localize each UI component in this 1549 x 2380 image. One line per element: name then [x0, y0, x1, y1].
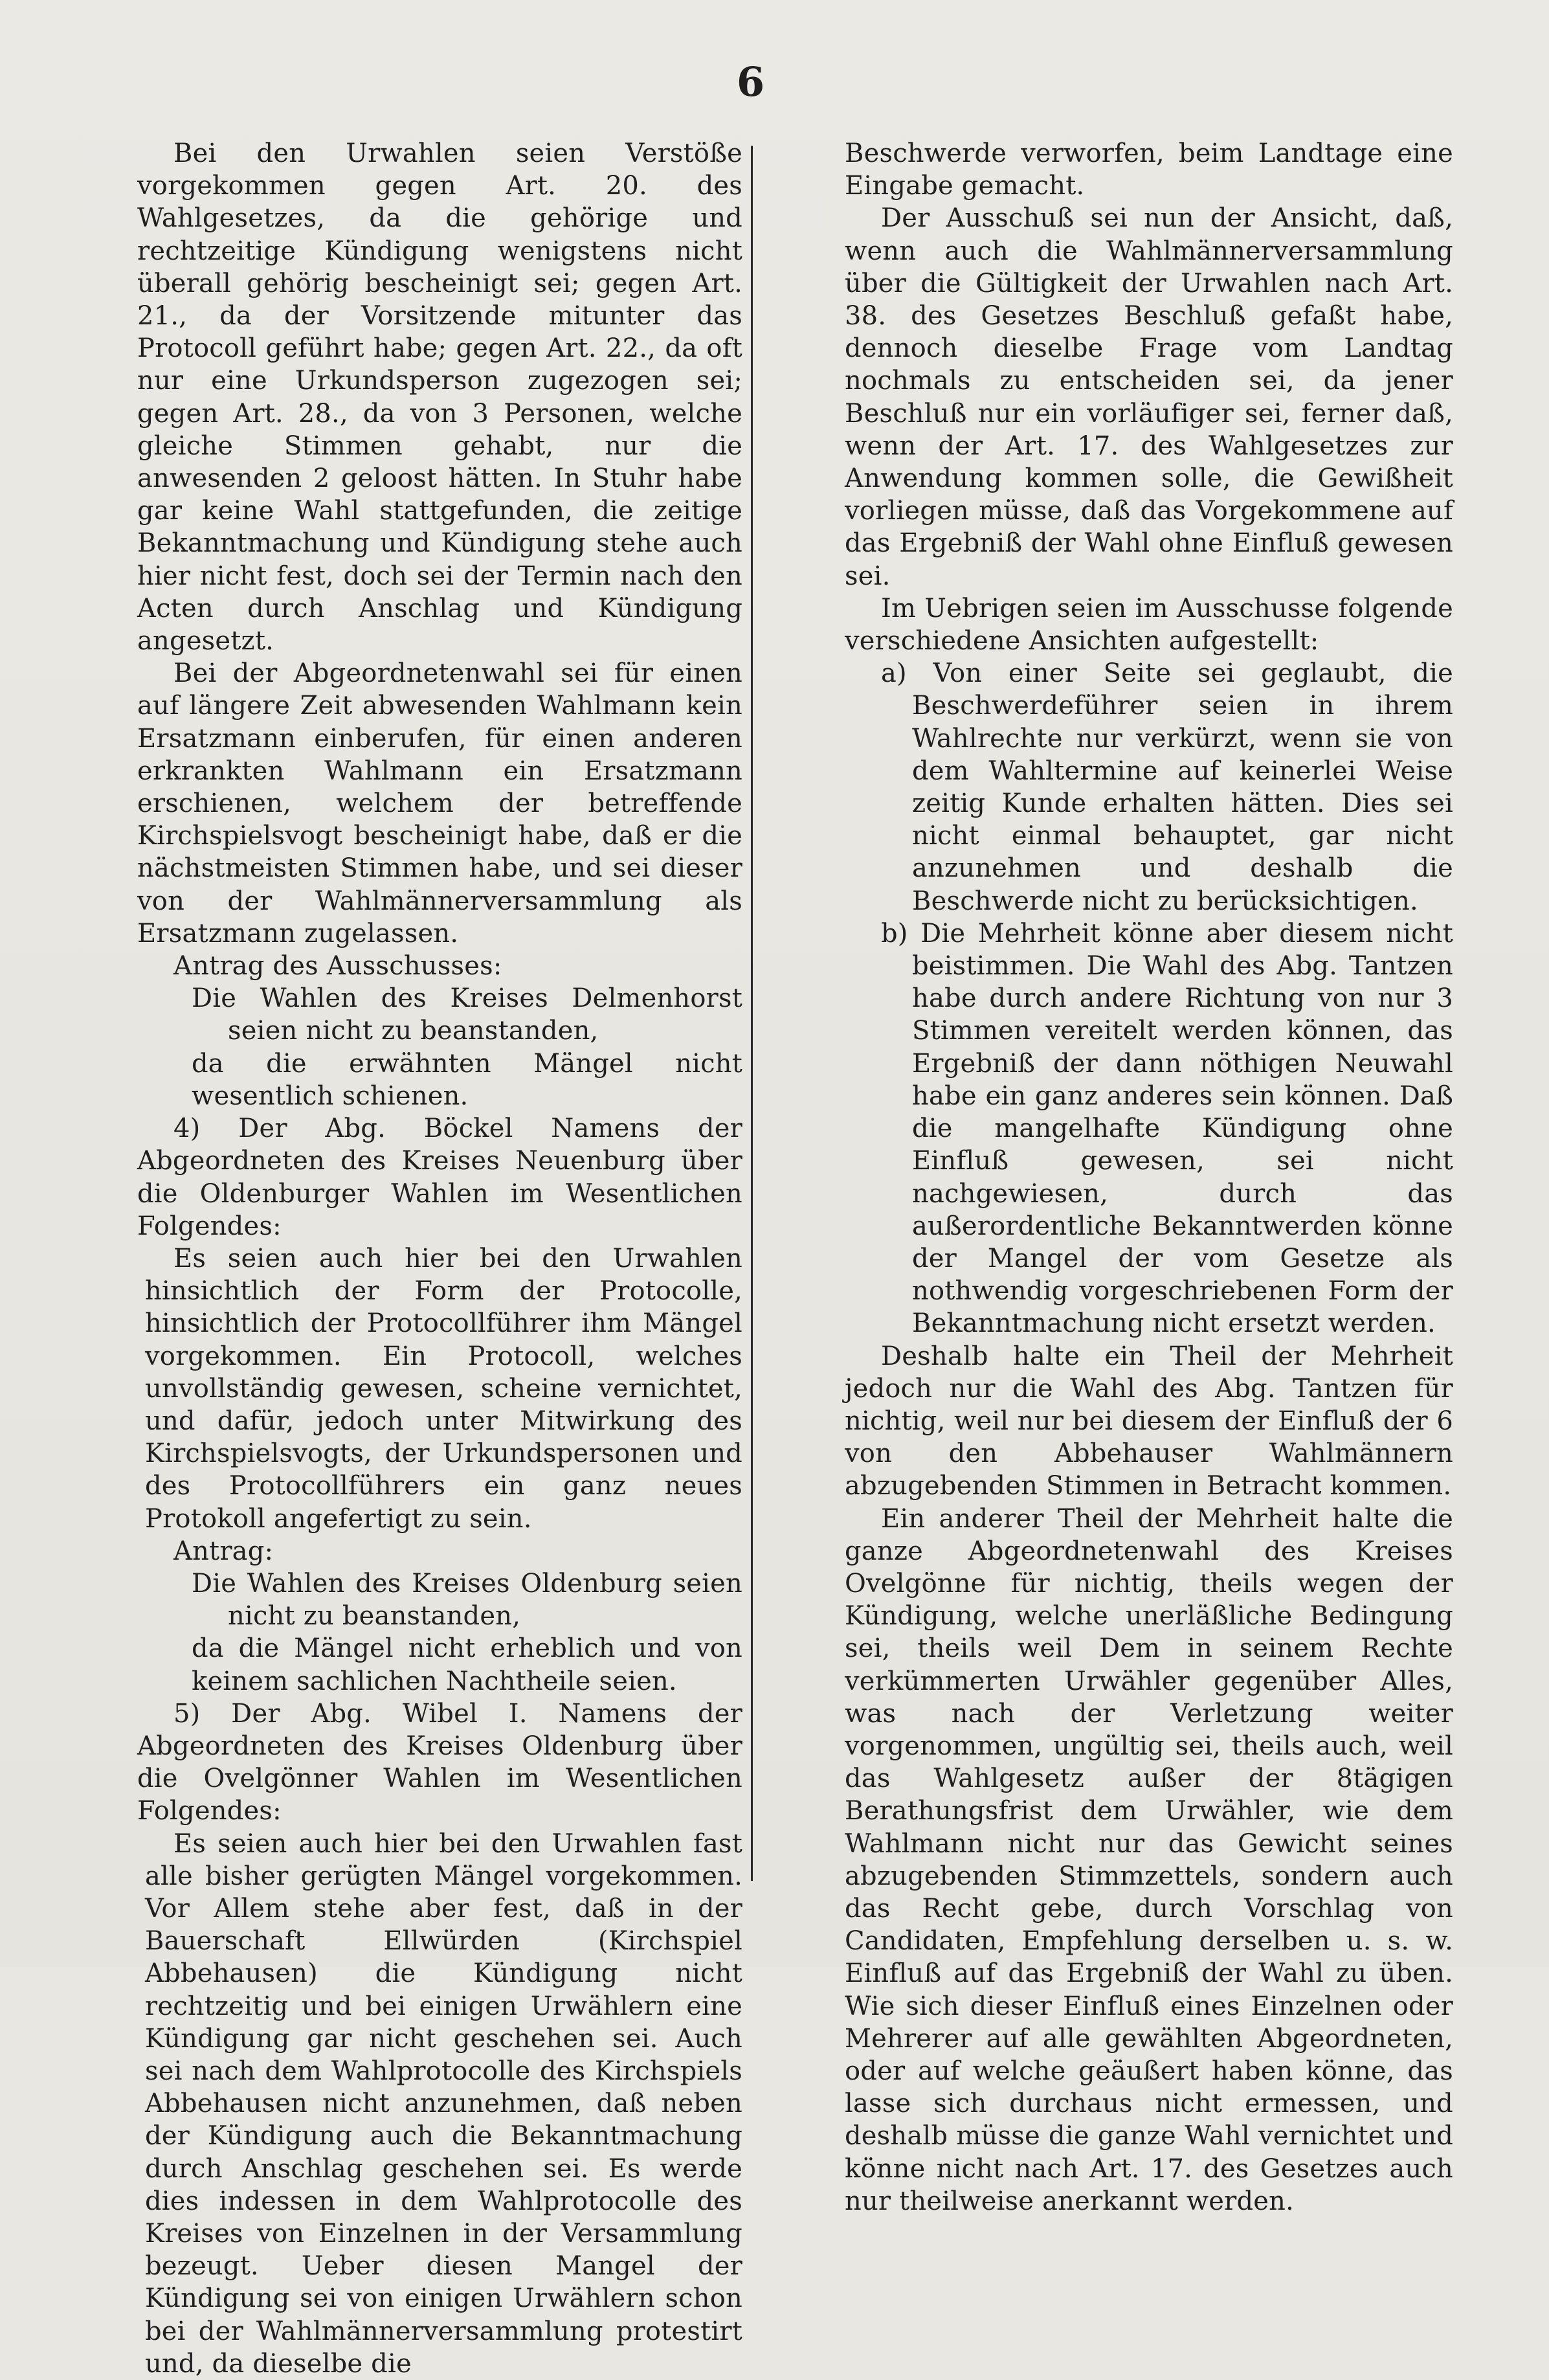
paragraph: Es seien auch hier bei den Urwahlen hinsichtlich der Form der Protocolle, hinsichtlich der Protocollführer ihm Mängel vorgekommen. Ein Protocoll, welches unvollständig gewesen, scheine vernichtet, und dafür, jedoch unter Mitwirkung des Kirchspielsvogts, der Urkundspersonen und des Protocollführers ein ganz neues Protokoll angefertigt zu sein. [145, 1243, 742, 1534]
motion-reason: da die Mängel nicht erheblich und von keinem sachlichen Nachtheile seien. [192, 1633, 742, 1696]
list-item: b) Die Mehrheit könne aber diesem nicht beistimmen. Die Wahl des Abg. Tantzen habe durch andere Richtung von nur 3 Stimmen vereitelt werden können, das Ergebniß der dann nöthigen Neuwahl habe ein ganz anderes sein können. Daß die mangelhafte Kündigung ohne Einfluß gewesen, sei nicht nachgewiesen, durch das außerordentliche Bekanntwerden könne der Mangel der vom Gesetze als nothwendig vorgeschriebenen Form der Bekanntmachung nicht ersetzt werden. [881, 918, 1453, 1339]
paragraph: Bei der Abgeordnetenwahl sei für einen auf längere Zeit abwesenden Wahlmann kein Ersatzmann einberufen, für einen anderen erkrankten Wahlmann ein Ersatzmann erschienen, welchem der betreffende Kirchspielsvogt bescheinigt habe, daß er die nächstmeisten Stimmen habe, und sei dieser von der Wahlmännerversammlung als Ersatzmann zugelassen. [137, 658, 742, 949]
paragraph: 4) Der Abg. Böckel Namens der Abgeordneten des Kreises Neuenburg über die Oldenburger Wahlen im Wesentlichen Folgendes: [137, 1114, 742, 1241]
list-item: a) Von einer Seite sei geglaubt, die Beschwerdeführer seien in ihrem Wahlrechte nur verkürzt, wenn sie von dem Wahltermine auf keinerlei Weise zeitig Kunde erhalten hätten. Dies sei nicht einmal behauptet, gar nicht anzunehmen und deshalb die Beschwerde nicht zu berücksichtigen. [881, 658, 1453, 916]
motion-text: Die Wahlen des Kreises Oldenburg seien nicht zu beanstanden, [192, 1568, 742, 1632]
paragraph: 5) Der Abg. Wibel I. Namens der Abgeordneten des Kreises Oldenburg über die Ovelgönner Wahlen im Wesentlichen Folgendes: [137, 1698, 742, 1826]
paragraph: Beschwerde verworfen, beim Landtage eine Eingabe gemacht. [845, 139, 1453, 201]
paragraph: Ein anderer Theil der Mehrheit halte die ganze Abgeordnetenwahl des Kreises Ovelgönne für nichtig, theils wegen der Kündigung, welche unerläßliche Bedingung sei, theils weil Dem in seinem Rechte verkümmerten Urwähler gegenüber Alles, was nach der Verletzung weiter vorgenommen, ungültig sei, theils auch, weil das Wahlgesetz außer der 8tägigen Berathungsfrist dem Urwähler, wie dem Wahlmann nicht nur das Gewicht seines abzugebenden Stimmzettels, sondern auch das Recht gebe, durch Vorschlag von Candidaten, Empfehlung derselben u. s. w. Einfluß auf das Ergebniß der Wahl zu üben. Wie sich dieser Einfluß eines Einzelnen oder Mehrerer auf alle gewählten Abgeordneten, oder auf welche geäußert haben könne, das lasse sich durchaus nicht ermessen, und deshalb müsse die ganze Wahl vernichtet und könne nicht nach Art. 17. des Gesetzes auch nur theilweise anerkannt werden. [845, 1503, 1453, 2216]
motion-heading: Antrag des Ausschusses: [173, 951, 502, 982]
page-number: 6 [737, 58, 765, 106]
paragraph: Der Ausschuß sei nun der Ansicht, daß, wenn auch die Wahlmännerversammlung über die Gültigkeit der Urwahlen nach Art. 38. des Gesetzes Beschluß gefaßt habe, dennoch dieselbe Frage vom Landtag nochmals zu entscheiden sei, da jener Beschluß nur ein vorläufiger sei, ferner daß, wenn der Art. 17. des Wahlgesetzes zur Anwendung kommen solle, die Gewißheit vorliegen müsse, daß das Vorgekommene auf das Ergebniß der Wahl ohne Einfluß gewesen sei. [845, 203, 1453, 591]
motion-text: Die Wahlen des Kreises Delmenhorst seien nicht zu beanstanden, [192, 983, 742, 1046]
motion-reason: da die erwähnten Mängel nicht wesentlich schienen. [192, 1048, 742, 1111]
left-column [137, 137, 742, 2380]
paragraph: Deshalb halte ein Theil der Mehrheit jedoch nur die Wahl des Abg. Tantzen für nichtig, weil nur bei diesem der Einfluß der 6 von den Abbehauser Wahlmännern abzugebenden Stimmen in Betracht kommen. [845, 1341, 1453, 1501]
right-column [845, 137, 1453, 2217]
paragraph: Es seien auch hier bei den Urwahlen fast alle bisher gerügten Mängel vorgekommen. Vor Allem stehe aber fest, daß in der Bauerschaft Ellwürden (Kirchspiel Abbehausen) die Kündigung nicht rechtzeitig und bei einigen Urwählern eine Kündigung gar nicht geschehen sei. Auch sei nach dem Wahlprotocolle des Kirchspiels Abbehausen nicht anzunehmen, daß neben der Kündigung auch die Bekanntmachung durch Anschlag geschehen sei. Es werde dies indessen in dem Wahlprotocolle des Kreises von Einzelnen in der Versammlung bezeugt. Ueber diesen Mangel der Kündigung sei von einigen Urwählern schon bei der Wahlmännerversammlung protestirt und, da dieselbe die [145, 1828, 742, 2379]
paragraph: Bei den Urwahlen seien Verstöße vorgekommen gegen Art. 20. des Wahlgesetzes, da die gehörige und rechtzeitige Kündigung wenigstens nicht überall gehörig bescheinigt sei; gegen Art. 21., da der Vorsitzende mitunter das Protocoll geführt habe; gegen Art. 22., da oft nur eine Urkundsperson zugezogen sei; gegen Art. 28., da von 3 Personen, welche gleiche Stimmen gehabt, nur die anwesenden 2 geloost hätten. In Stuhr habe gar keine Wahl stattgefunden, die zeitige Bekanntmachung und Kündigung stehe auch hier nicht fest, doch sei der Termin nach den Acten durch Anschlag und Kündigung angesetzt. [137, 139, 742, 657]
motion-heading: Antrag: [173, 1536, 274, 1566]
paragraph: Im Uebrigen seien im Ausschusse folgende verschiedene Ansichten aufgestellt: [845, 593, 1453, 657]
column-divider [751, 146, 753, 1881]
